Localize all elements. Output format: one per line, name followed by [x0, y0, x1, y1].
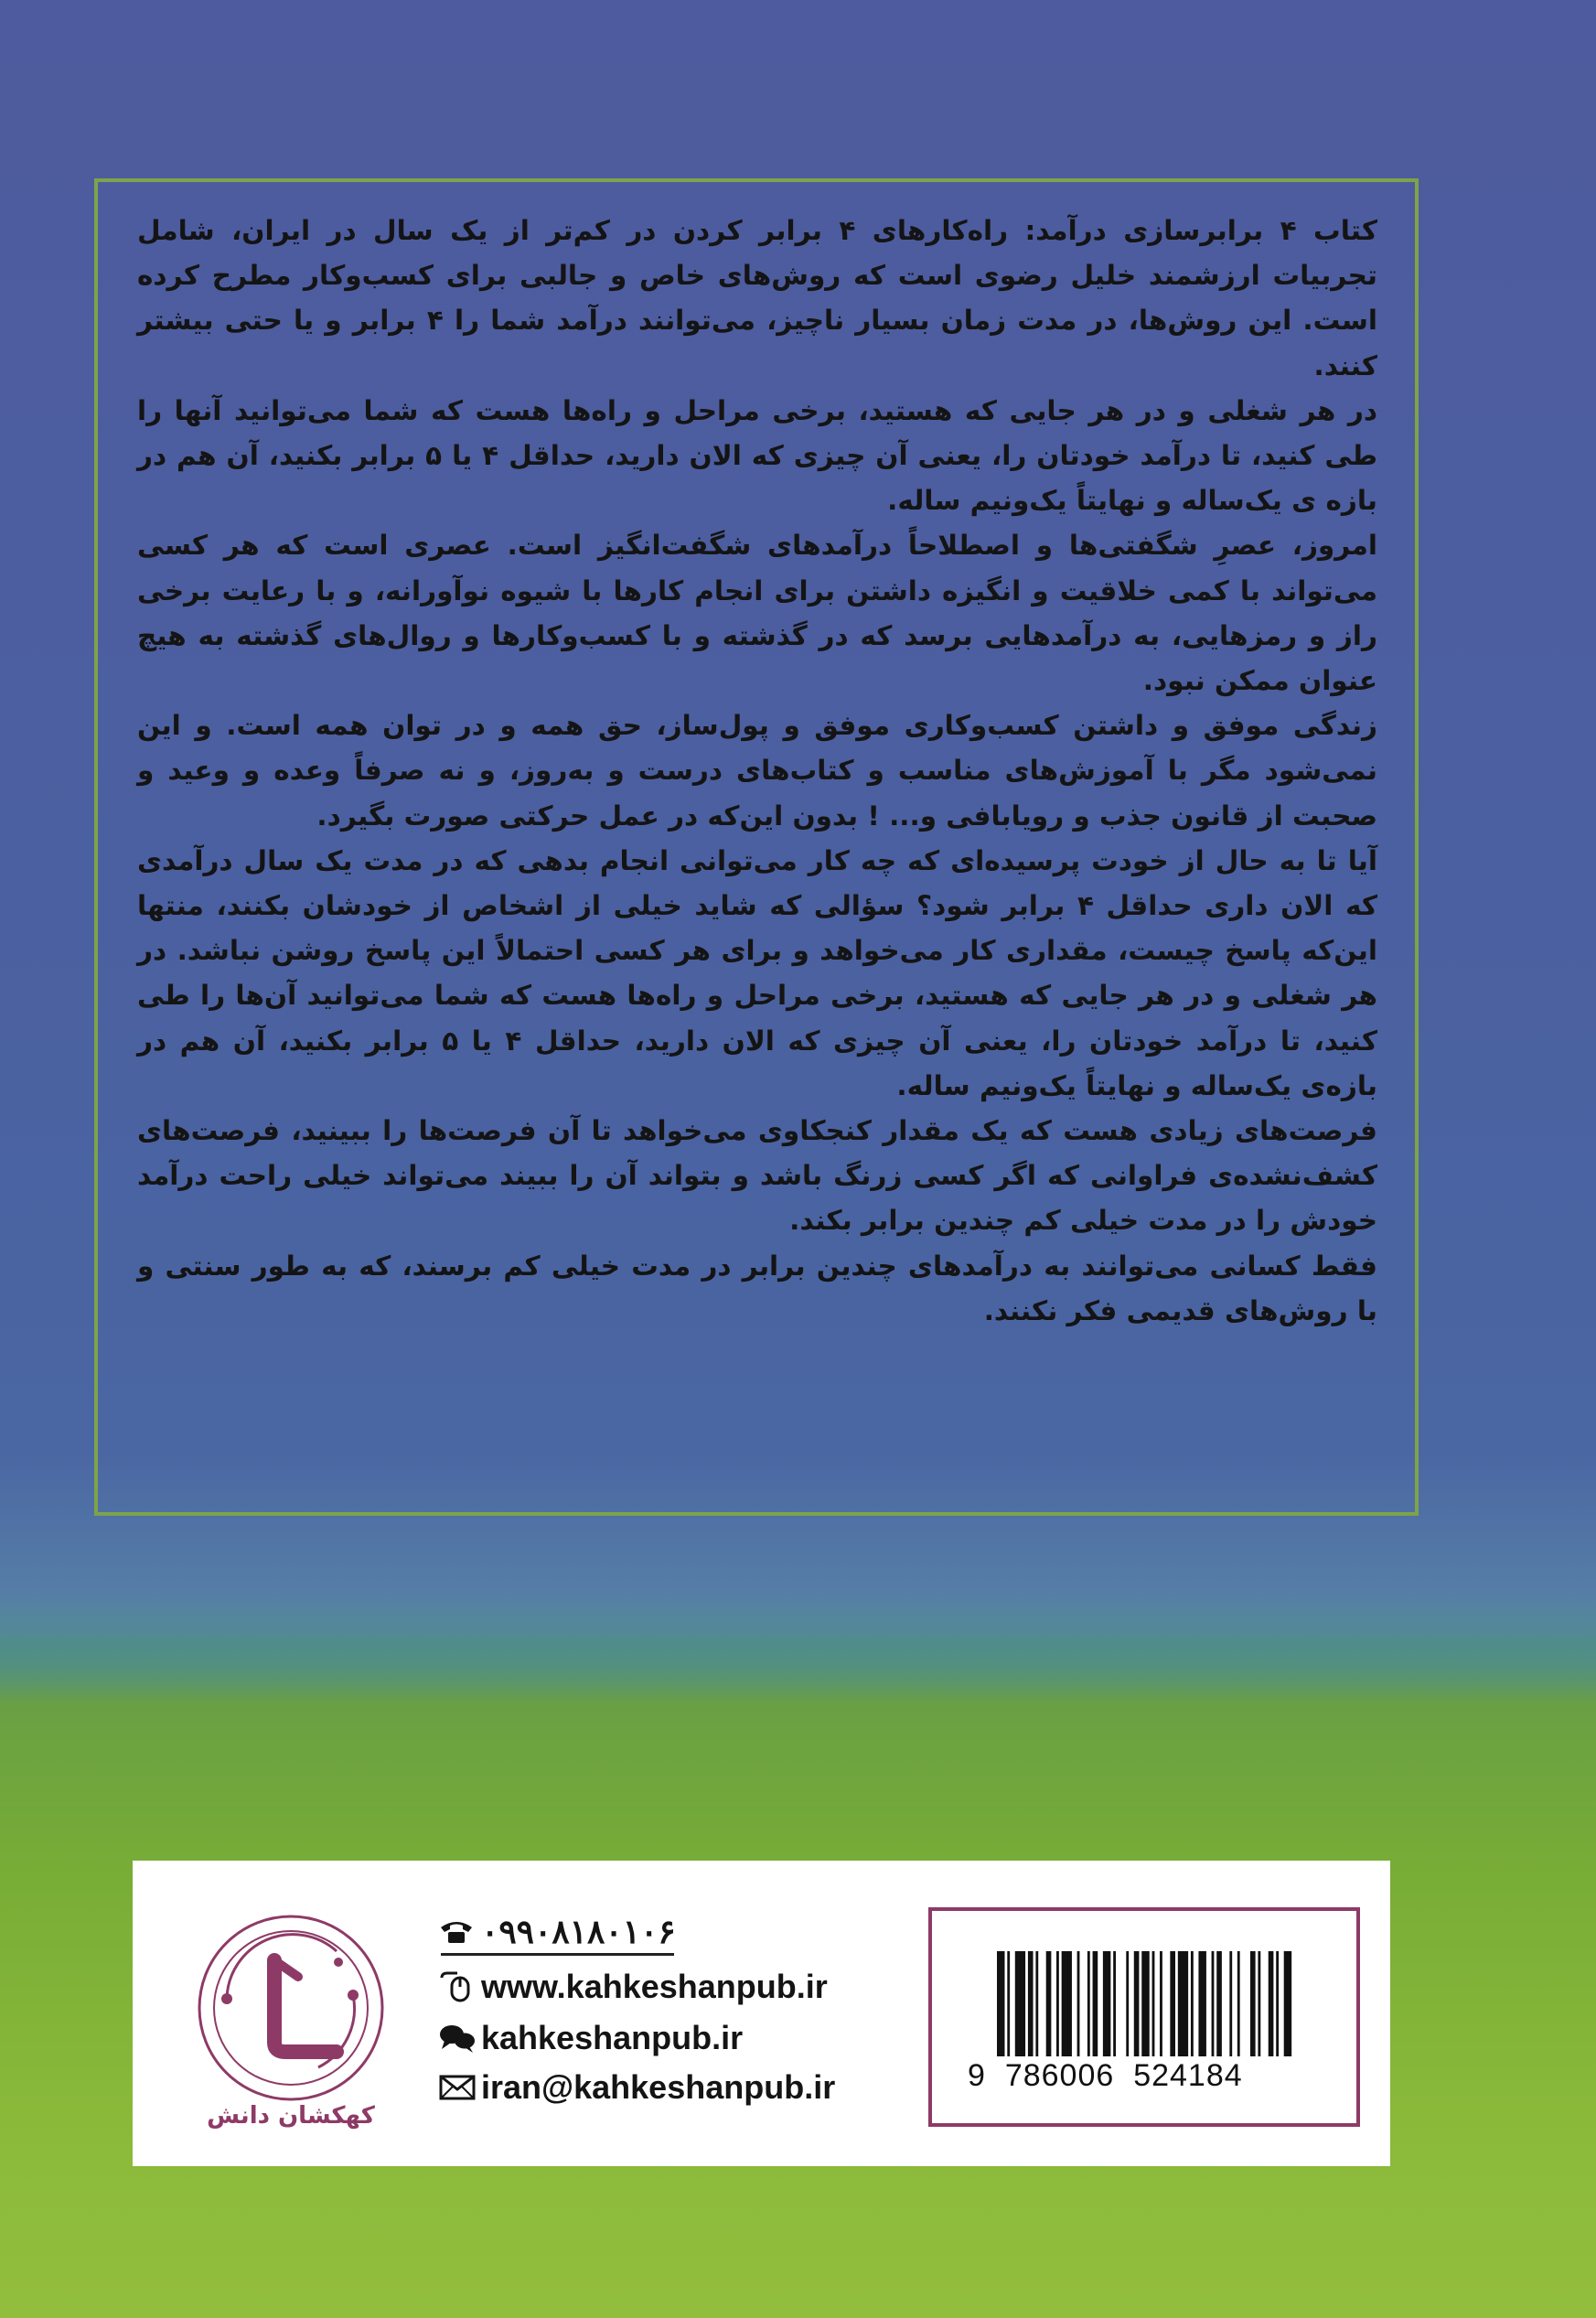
barcode-bar — [1113, 1951, 1116, 2056]
barcode-bar — [1216, 1951, 1222, 2056]
publisher-logo — [190, 1907, 391, 2109]
cover-background-transition — [0, 1592, 1596, 1701]
barcode-bar — [1284, 1951, 1291, 2056]
blurb-paragraph: زندگی موفق و داشتن کسب‌وکاری موفق و پول‌ساز، حق همه و در توان همه است. و این نمی‌شود مگر با آموزش‌های مناسب و کتاب‌های درست و به‌روز، و نه صرفاً وعده و وعید و صحبت از قانون جذب و رویابافی و... ! بدون این‌که در عمل حرکتی صورت بگیرد. — [137, 710, 1377, 832]
barcode-bar — [1191, 1951, 1194, 2056]
blurb-paragraph: در هر شغلی و در هر جایی که هستید، برخی مراحل و راه‌ها هست که شما می‌توانید آنها را طی کنید، تا درآمد خودتان را، یعنی آن چیزی که الان دارید، حداقل ۴ یا ۵ برابر بکنید، آن هم در بازه ی یک‌ساله و نهایتاً یک‌ونیم ساله. — [137, 394, 1377, 517]
barcode-bar — [1087, 1951, 1090, 2056]
barcode-bar — [997, 1951, 1004, 2056]
barcode-bar — [1134, 1951, 1140, 2056]
barcode-bar — [1028, 1951, 1034, 2056]
mouse-icon — [439, 1969, 481, 2005]
barcode-bar — [1093, 1951, 1098, 2056]
barcode-bar — [1015, 1951, 1025, 2056]
phone-underline — [441, 1953, 674, 1956]
phone-number: ۰۹۹۰۸۱۸۰۱۰۶ — [481, 1913, 676, 1950]
blurb-paragraph: کتاب ۴ برابرسازی درآمد: راه‌کارهای ۴ برابر کردن در کم‌تر از یک سال در ایران، شامل تجربیات ارزشمند خلیل رضوی است که روش‌های خاص و جالبی برای کسب‌وکار مطرح کرده است. این روش‌ها، در مدت زمان بسیار ناچیز، می‌توانند درآمد شما را ۴ برابر و یا حتی بیشتر کنند. — [137, 215, 1377, 381]
website-link[interactable]: www.kahkeshanpub.ir — [481, 1968, 828, 2005]
blurb-paragraph: آیا تا به حال از خودت پرسیده‌ای که چه کار می‌توانی انجام بدهی که در مدت یک سال درآمدی که الان داری حداقل ۴ برابر شود؟ سؤالی که شاید خیلی از اشخاص از خودشان بکنند، منتها این‌که پاسخ چیست، مقداری کار می‌خواهد و برای هر کسی احتمالاً این پاسخ روشن نباشد. در هر شغلی و در هر جایی که هستید، برخی مراحل و راه‌ها هست که شما می‌توانید آن‌ها را طی کنید، تا درآمد خودتان را، یعنی آن چیزی که الان دارید، حداقل ۴ یا ۵ برابر بکنید، آن هم در بازه‌ی یک‌ساله و نهایتاً یک‌ونیم ساله. — [137, 844, 1378, 1101]
email-row — [439, 2067, 915, 2108]
barcode-bar — [1077, 1951, 1080, 2056]
isbn-group-2: 524184 — [1133, 2058, 1243, 2093]
isbn-digits — [968, 2058, 1306, 2094]
barcode-bar — [1126, 1951, 1129, 2056]
barcode-bar — [1103, 1951, 1110, 2056]
barcode-bar — [1269, 1951, 1274, 2056]
phone-row — [439, 1912, 915, 1952]
barcode-bar — [1237, 1951, 1240, 2056]
barcode-bar — [1046, 1951, 1052, 2056]
mail-icon — [439, 2069, 481, 2106]
publisher-name: کهکشان دانش — [207, 2102, 375, 2130]
email-link[interactable]: iran@kahkeshanpub.ir — [481, 2068, 836, 2106]
isbn-group-1: 786006 — [1004, 2058, 1115, 2093]
barcode-bar — [1258, 1951, 1260, 2056]
barcode-bar — [1062, 1951, 1072, 2056]
barcode-bar — [1007, 1951, 1010, 2056]
blurb-text — [137, 209, 1377, 1334]
blurb-paragraph: امروز، عصرِ شگفتی‌ها و اصطلاحاً درآمدهای شگفت‌انگیز است. عصری است که هر کسی می‌تواند با کمی خلاقیت و انگیزه داشتن برای انجام کارها با شیوه نوآورانه، و با رعایت برخی راز و رمزهایی، به درآمدهایی برسد که در گذشته و با کسب‌وکارها و روال‌های گذشته به هیچ عنوان ممکن نبود. — [137, 530, 1377, 697]
barcode-bar — [1141, 1951, 1149, 2056]
barcode-bar — [1035, 1951, 1038, 2056]
social-link[interactable]: kahkeshanpub.ir — [481, 2019, 744, 2056]
website-row — [439, 1967, 915, 2007]
barcode-bar — [1170, 1951, 1175, 2056]
barcode-bar — [1198, 1951, 1205, 2056]
phone-icon — [439, 1914, 481, 1950]
blurb-paragraph: فقط کسانی می‌توانند به درآمدهای چندین برابر در مدت خیلی کم برسند، که به طور سنتی و با روش‌های قدیمی فکر نکنند. — [137, 1250, 1377, 1326]
barcode-bar — [1160, 1951, 1162, 2056]
barcode-bar — [1056, 1951, 1059, 2056]
barcode-bar — [1276, 1951, 1279, 2056]
isbn-barcode — [997, 1951, 1294, 2056]
barcode-bar — [1212, 1951, 1215, 2056]
social-row — [439, 2018, 915, 2058]
isbn-prefix: 9 — [968, 2058, 986, 2093]
barcode-bar — [1152, 1951, 1155, 2056]
blurb-paragraph: فرصت‌های زیادی هست که یک مقدار کنجکاوی می‌خواهد تا آن فرصت‌ها را ببینید، فرصت‌های کشف‌نشده‌ی فراوانی که اگر کسی زرنگ باشد و بتواند آن را ببیند می‌تواند خیلی راحت درآمد خودش را در مدت خیلی کم چندین برابر بکند. — [137, 1115, 1377, 1237]
barcode-bar — [1178, 1951, 1188, 2056]
barcode-bar — [1250, 1951, 1256, 2056]
chat-icon — [439, 2020, 481, 2056]
barcode-bar — [1229, 1951, 1232, 2056]
